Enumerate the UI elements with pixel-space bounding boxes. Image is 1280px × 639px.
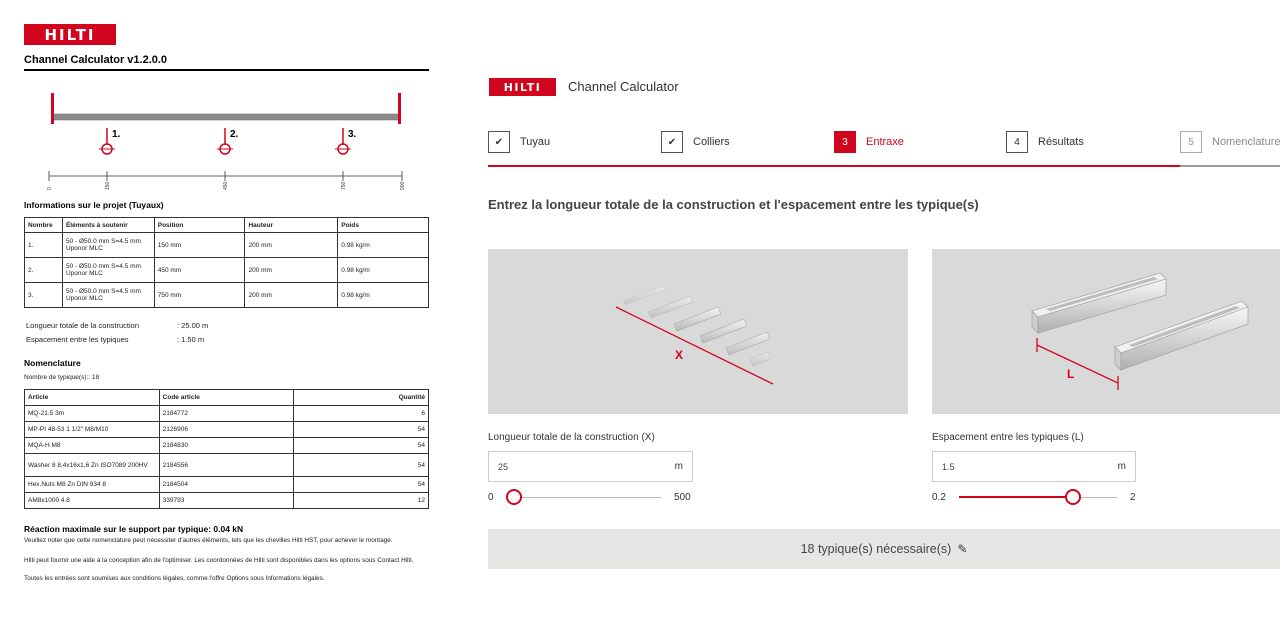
marker-label: 3. [348, 129, 357, 140]
channel-end-right [398, 93, 401, 124]
spacing-field[interactable] [932, 451, 1136, 482]
column-header: Nombre [25, 218, 63, 233]
tick-label: 450 [223, 181, 229, 190]
table-cell: 50 - Ø50.0 mm S=4.5 mm Uponor MLC [62, 233, 154, 258]
table-cell: 2. [25, 258, 63, 283]
table-row [25, 454, 429, 477]
channel-pieces [623, 286, 771, 366]
marker-label: 2. [230, 129, 239, 140]
length-slider-max: 500 [674, 492, 691, 503]
tick-label: 0 [47, 187, 53, 190]
table-cell: Hex.Nuts M8 Zn DIN 934 8 [25, 477, 160, 493]
step-number: 3 [834, 131, 856, 153]
spacing-input[interactable] [942, 462, 1062, 472]
length-input[interactable] [498, 462, 618, 472]
table-cell: MP-PI 48-53 1 1/2" M8/M10 [25, 422, 160, 438]
table-cell: 2126906 [159, 422, 294, 438]
table-cell: 2184772 [159, 406, 294, 422]
table-row [25, 438, 429, 454]
channel-diagram [24, 88, 414, 196]
edit-icon[interactable]: ✎ [957, 542, 968, 556]
report-panel [0, 0, 452, 639]
length-slider-track[interactable] [506, 497, 661, 498]
stepper-remaining [1180, 165, 1280, 167]
table-row [25, 493, 429, 509]
table-cell: 0.98 kg/m [338, 283, 429, 308]
divider [24, 69, 429, 71]
spacing-field-label: Espacement entre les typiques (L) [932, 432, 1084, 443]
length-slider-thumb[interactable] [506, 489, 522, 505]
step-label: Tuyau [520, 136, 551, 148]
spacing-slider-thumb[interactable] [1065, 489, 1081, 505]
note-text: Hilti peut fournir une aide à la conception afin de l'optimiser. Les coordonnées de Hilti sont disponibles dans les options sous Contact Hilti. [24, 557, 414, 564]
step-label: Résultats [1038, 136, 1084, 148]
table-cell: 50 - Ø50.0 mm S=4.5 mm Uponor MLC [62, 283, 154, 308]
table-cell: MQA-H M8 [25, 438, 160, 454]
table-cell: 54 [294, 422, 429, 438]
table-cell: MQ-21.5 3m [25, 406, 160, 422]
l-label: L [1067, 367, 1075, 381]
project-heading: Informations sur le projet (Tuyaux) [24, 200, 164, 210]
column-header: Position [154, 218, 245, 233]
step-colliers[interactable] [661, 131, 730, 153]
column-header: Quantité [294, 390, 429, 406]
stepper [488, 131, 1280, 165]
reaction-heading: Réaction maximale sur le support par typique: 0.04 kN [24, 524, 244, 534]
length-field-label: Longueur totale de la construction (X) [488, 432, 655, 443]
result-banner[interactable] [488, 529, 1280, 569]
channel-end-left [51, 93, 54, 124]
pipe-marker-3 [335, 128, 357, 154]
spacing-slider-min: 0.2 [932, 492, 946, 503]
table-row [25, 406, 429, 422]
calculator-app [452, 0, 1280, 639]
spacing-slider-max: 2 [1130, 492, 1136, 503]
instruction-text: Entrez la longueur totale de la construction et l'espacement entre les typique(s) [488, 197, 979, 212]
check-icon: ✔ [661, 131, 683, 153]
report-title: Channel Calculator v1.2.0.0 [24, 54, 168, 66]
channel-right [1115, 301, 1248, 370]
bom-heading: Nomenclature [24, 358, 81, 368]
stepper-progress [488, 165, 1280, 167]
table-cell: 50 - Ø50.0 mm S=4.5 mm Uponor MLC [62, 258, 154, 283]
step-entraxe[interactable] [834, 131, 904, 153]
step-nomenclature[interactable] [1180, 131, 1280, 153]
table-cell: 2184504 [159, 477, 294, 493]
table-cell: 2184556 [159, 454, 294, 477]
table-row [25, 283, 429, 308]
note-text: Veuillez noter que cette nomenclature peut nécessiter d'autres éléments, tels que les chevilles Hilti HST, pour achever le montage. [24, 537, 393, 544]
tick-label: 900 [400, 181, 406, 190]
length-slider-min: 0 [488, 492, 494, 503]
channel-left [1032, 273, 1166, 333]
step-number: 5 [1180, 131, 1202, 153]
check-icon: ✔ [488, 131, 510, 153]
column-header: Hauteur [245, 218, 338, 233]
step-tuyau[interactable] [488, 131, 550, 153]
table-header-row [25, 390, 429, 406]
pipe-table [24, 217, 429, 308]
step-label: Colliers [693, 136, 730, 148]
unit-label: m [674, 461, 683, 472]
marker-label: 1. [112, 129, 121, 140]
table-cell: 54 [294, 454, 429, 477]
typical-count: Nombre de typique(s):: 18 [24, 374, 100, 381]
table-cell: 450 mm [154, 258, 245, 283]
spacing-slider-fill [959, 496, 1073, 498]
table-row [25, 258, 429, 283]
pipe-marker-1 [99, 128, 121, 154]
hilti-logo[interactable]: HILTI [489, 78, 556, 96]
length-summary-value: : 25.00 m [177, 321, 209, 330]
channel-bar [52, 114, 400, 120]
column-header: Code article [159, 390, 294, 406]
result-text: 18 typique(s) nécessaire(s) [800, 542, 952, 556]
length-field[interactable] [488, 451, 693, 482]
hilti-logo: HILTI [24, 24, 116, 45]
tick-label: 750 [341, 181, 347, 190]
table-cell: 12 [294, 493, 429, 509]
table-row [25, 233, 429, 258]
table-cell: 339793 [159, 493, 294, 509]
table-cell: 200 mm [245, 233, 338, 258]
table-cell: 54 [294, 477, 429, 493]
table-cell: 750 mm [154, 283, 245, 308]
length-summary-label: Longueur totale de la construction [26, 321, 139, 330]
bom-table [24, 389, 429, 509]
table-cell: AM8x1000 4.8 [25, 493, 160, 509]
unit-label: m [1117, 461, 1126, 472]
spacing-summary-label: Espacement entre les typiques [26, 335, 129, 344]
table-row [25, 477, 429, 493]
note-text: Toutes les entrées sont soumises aux conditions légales, comme l'offre Options sous Informations légales. [24, 575, 325, 582]
table-cell: 54 [294, 438, 429, 454]
table-cell: 6 [294, 406, 429, 422]
spacing-illustration [932, 249, 1280, 414]
table-header-row [25, 218, 429, 233]
table-cell: 0.98 kg/m [338, 258, 429, 283]
column-header: Éléments à soutenir [62, 218, 154, 233]
step-resultats[interactable] [1006, 131, 1084, 153]
spacing-summary-value: : 1.50 m [177, 335, 205, 344]
step-label: Nomenclature [1212, 136, 1280, 148]
table-cell: 3. [25, 283, 63, 308]
column-header: Poids [338, 218, 429, 233]
table-cell: 200 mm [245, 283, 338, 308]
table-cell: 2184830 [159, 438, 294, 454]
table-cell: 200 mm [245, 258, 338, 283]
tick-label: 150 [105, 181, 111, 190]
x-label: X [675, 348, 684, 362]
table-cell: 0.98 kg/m [338, 233, 429, 258]
table-cell: Washer 8 8,4x16x1,6 Zn ISO7089 200HV [25, 454, 160, 477]
app-title: Channel Calculator [568, 79, 679, 94]
table-cell: 1. [25, 233, 63, 258]
length-illustration [488, 249, 908, 414]
step-number: 4 [1006, 131, 1028, 153]
table-cell: 150 mm [154, 233, 245, 258]
table-row [25, 422, 429, 438]
column-header: Article [25, 390, 160, 406]
step-label: Entraxe [866, 136, 904, 148]
pipe-marker-2 [217, 128, 239, 154]
